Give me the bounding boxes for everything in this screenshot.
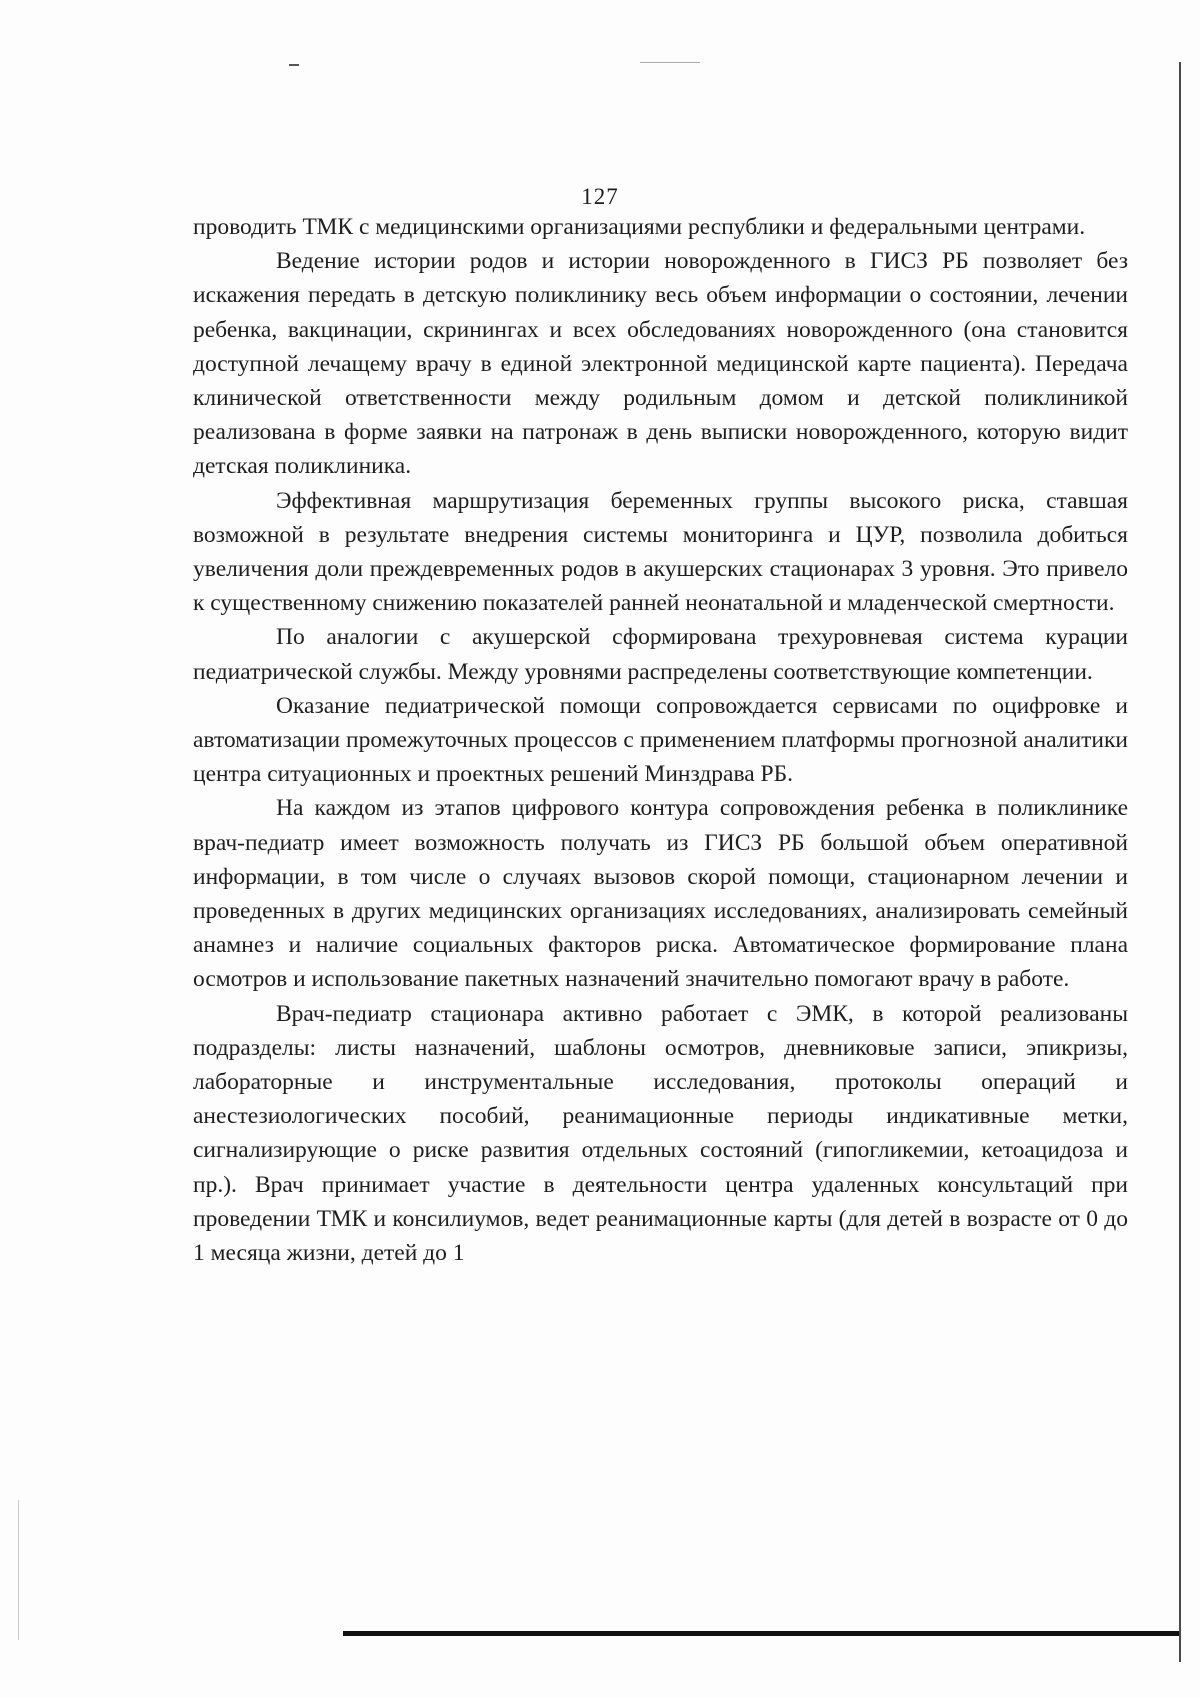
paragraph: Эффективная маршрутизация беременных группы высокого риска, ставшая возможной в результате внедрения системы мониторинга и ЦУР, позволила добиться увеличения доли преждевременных родов в акушерских стационарах 3 уровня. Это привело к существенному снижению показателей ранней неонатальной и младенческой смертности. (193, 487, 1128, 617)
scan-edge-line (18, 1500, 19, 1640)
paragraph: По аналогии с акушерской сформирована трехуровневая система курации педиатрической службы. Между уровнями распределены соответствующие компетенции. (193, 624, 1128, 685)
paragraph: Врач-педиатр стационара активно работает с ЭМК, в которой реализованы подразделы: листы назначений, шаблоны осмотров, дневниковые записи, эпикризы, лабораторные и инструментальные исследования, протоколы операций и анестезиологических пособий, реанимационные периоды индикативные метки, сигнализирующие о риске развития отдельных состояний (гипогликемии, кетоацидоза и пр.). Врач принимает участие в деятельности центра удаленных консультаций при проведении ТМК и консилиумов, ведет реанимационные карты (для детей в возрасте от 0 до 1 месяца жизни, детей до 1 (193, 1000, 1128, 1267)
page-number: 127 (581, 184, 619, 209)
paragraph: Оказание педиатрической помощи сопровождается сервисами по оцифровке и автоматизации промежуточных процессов с применением платформы прогнозной аналитики центра ситуационных и проектных решений Минздрава РБ. (193, 692, 1128, 788)
bottom-rule (343, 1631, 1179, 1636)
paragraph: На каждом из этапов цифрового контура сопровождения ребенка в поликлинике врач-педиатр имеет возможность получать из ГИСЗ РБ большой объем оперативной информации, в том числе о случаях вызовов скорой помощи, стационарном лечении и проведенных в других медицинских организациях исследованиях, анализировать семейный анамнез и наличие социальных факторов риска. Автоматическое формирование плана осмотров и использование пакетных назначений значительно помогают врачу в работе. (193, 795, 1128, 993)
paragraph: проводить ТМК с медицинскими организациями республики и федеральными центрами. (193, 214, 1086, 240)
scan-artifact (289, 64, 299, 66)
scan-artifact (640, 62, 700, 63)
scan-edge-line (1179, 62, 1181, 1662)
paragraph: Ведение истории родов и истории новорожденного в ГИСЗ РБ позволяет без искажения передать в детскую поликлинику весь объем информации о состоянии, лечении ребенка, вакцинации, скринингах и всех обследованиях новорожденного (она становится доступной лечащему врачу в единой электронной медицинской карте пациента). Передача клинической ответственности между родильным домом и детской поликлиникой реализована в форме заявки на патронаж в день выписки новорожденного, которую видит детская поликлиника. (193, 248, 1128, 480)
body-text (193, 210, 1128, 1270)
